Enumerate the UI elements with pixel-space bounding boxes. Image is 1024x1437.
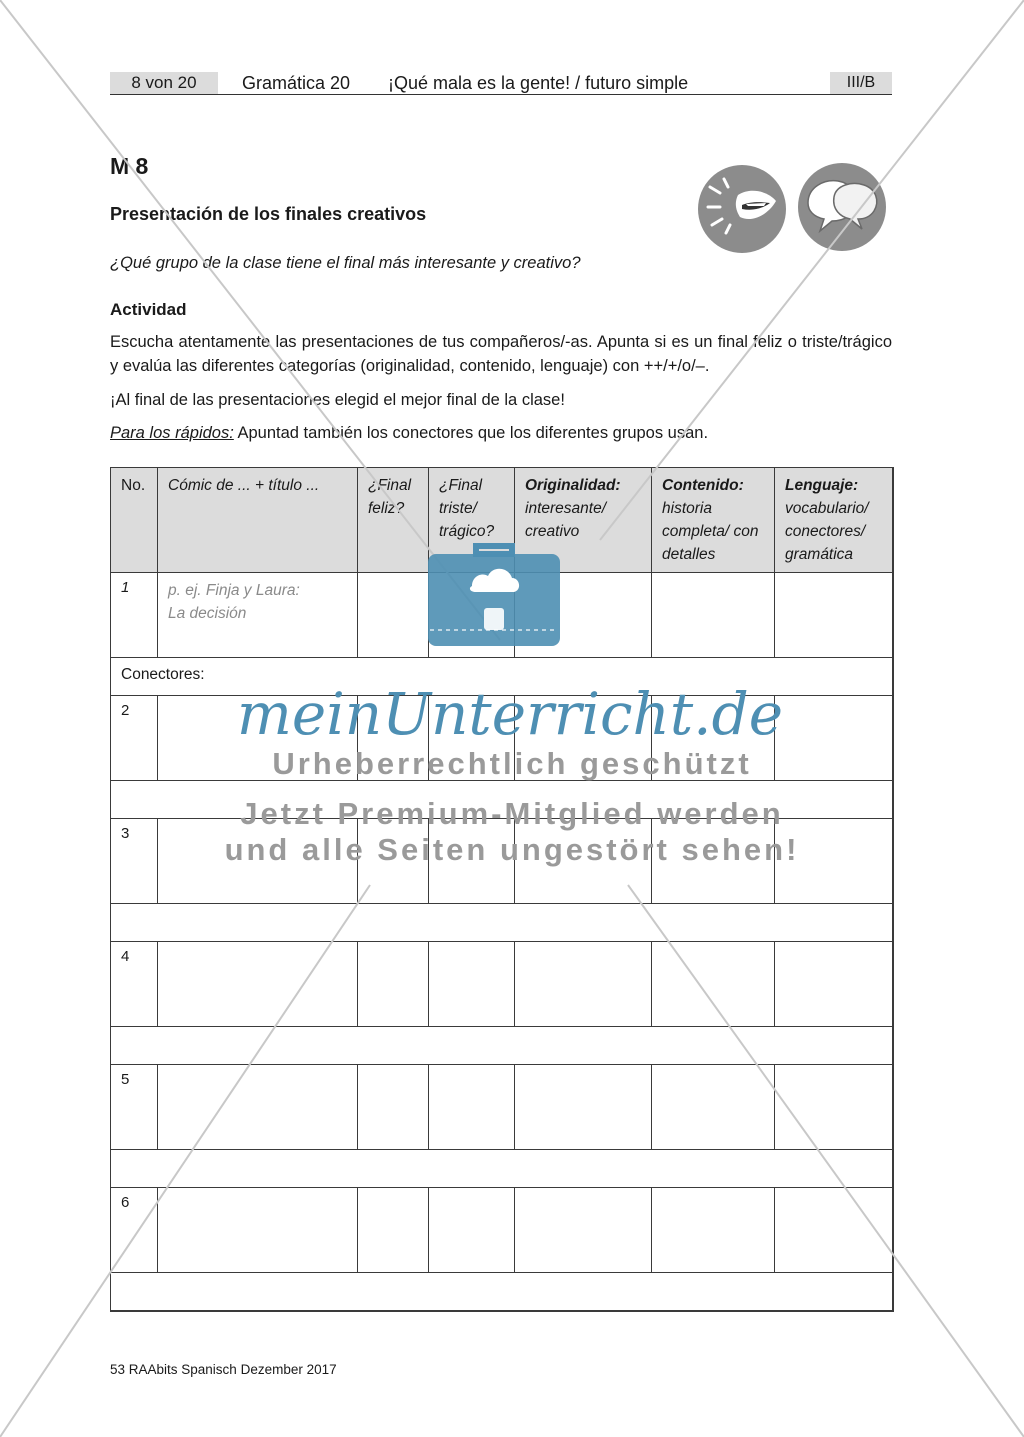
- watermark-premium-line1: Jetzt Premium-Mitglied werden: [240, 796, 784, 831]
- watermark-brand: meinUnterricht.de: [236, 680, 784, 748]
- header-content-label: Contenido:: [662, 477, 744, 494]
- table-cell[interactable]: [158, 942, 358, 1027]
- table-cell[interactable]: [158, 1188, 358, 1273]
- page-number: 8 von 20: [110, 72, 218, 94]
- connectors-row: [111, 1027, 893, 1065]
- table-cell[interactable]: [358, 1188, 429, 1273]
- table-cell[interactable]: [652, 1065, 775, 1150]
- table-cell[interactable]: [429, 942, 515, 1027]
- connectors-cell[interactable]: [111, 1273, 893, 1312]
- header-originality-desc: interesante/ creativo: [525, 500, 606, 540]
- example-line: p. ej. Finja y Laura:: [168, 582, 300, 599]
- activity-heading: Actividad: [110, 300, 187, 319]
- page-footer: 53 RAAbits Spanisch Dezember 2017: [110, 1362, 337, 1377]
- table-row: [111, 942, 893, 1027]
- row-number: 5: [111, 1065, 158, 1150]
- activity-election-note: ¡Al final de las presentaciones elegid el mejor final de la clase!: [110, 391, 565, 409]
- connectors-row: [111, 904, 893, 942]
- connectors-cell[interactable]: Conectores:: [111, 658, 893, 696]
- quick-task-label: Para los rápidos:: [110, 424, 234, 442]
- topic-title: ¡Qué mala es la gente! / futuro simple: [388, 73, 689, 93]
- header-language-desc: vocabulario/ conectores/ gramática: [785, 500, 869, 563]
- guiding-question: ¿Qué grupo de la clase tiene el final más interesante y creativo?: [110, 254, 581, 272]
- table-cell[interactable]: [158, 1065, 358, 1150]
- table-cell[interactable]: [358, 1065, 429, 1150]
- connectors-row: [111, 1273, 893, 1312]
- header-content: [652, 468, 775, 573]
- connectors-cell[interactable]: [111, 1150, 893, 1188]
- table-cell[interactable]: [515, 942, 652, 1027]
- header-language-label: Lenguaje:: [785, 477, 859, 494]
- section-title: Presentación de los finales creativos: [110, 204, 427, 224]
- mouth-speaking-icon: [698, 165, 786, 253]
- table-cell[interactable]: [358, 573, 429, 658]
- quick-task-note: [110, 421, 892, 445]
- row-number: 3: [111, 819, 158, 904]
- level-badge: III/B: [830, 72, 892, 94]
- connectors-row: [111, 1150, 893, 1188]
- table-row: [111, 1188, 893, 1273]
- connectors-cell[interactable]: [111, 1027, 893, 1065]
- table-cell[interactable]: [429, 1188, 515, 1273]
- table-cell[interactable]: [358, 942, 429, 1027]
- header-language: [775, 468, 893, 573]
- series-title: Gramática 20: [242, 73, 351, 93]
- material-label: M 8: [110, 153, 149, 179]
- table-cell[interactable]: [775, 1188, 893, 1273]
- table-cell[interactable]: [652, 942, 775, 1027]
- table-cell[interactable]: [429, 1065, 515, 1150]
- header-number: No.: [111, 468, 158, 573]
- header-content-desc: historia completa/ con detalles: [662, 500, 759, 563]
- row-number: 1: [111, 573, 158, 658]
- row-number: 4: [111, 942, 158, 1027]
- header-comic-title: Cómic de ... + título ...: [158, 468, 358, 573]
- speech-bubbles-icon: [798, 163, 886, 251]
- connectors-cell[interactable]: [111, 904, 893, 942]
- example-line: La decisión: [168, 605, 247, 622]
- watermark-premium-line2: und alle Seiten ungestört sehen!: [224, 832, 800, 867]
- activity-instructions: Escucha atentamente las presentaciones de tus compañeros/-as. Apunta si es un final feliz o triste/trágico y evalúa las diferentes categorías (originalidad, contenido, lenguaje) con ++/+/o/–.: [110, 333, 892, 375]
- table-cell[interactable]: [652, 1188, 775, 1273]
- watermark-copyright: Urheberrechtlich geschützt: [272, 746, 752, 781]
- example-entry: [158, 573, 358, 658]
- quick-task-text: Apuntad también los conectores que los diferentes grupos usan.: [233, 424, 709, 442]
- table-cell[interactable]: [652, 573, 775, 658]
- row-number: 6: [111, 1188, 158, 1273]
- briefcase-cloud-icon: [424, 538, 564, 650]
- table-cell[interactable]: [515, 1188, 652, 1273]
- table-cell[interactable]: [515, 1065, 652, 1150]
- page-header: [110, 72, 892, 95]
- row-number: 2: [111, 696, 158, 781]
- header-happy-ending: ¿Final feliz?: [358, 468, 429, 573]
- table-cell[interactable]: [775, 1065, 893, 1150]
- table-row: [111, 1065, 893, 1150]
- table-cell[interactable]: [775, 573, 893, 658]
- table-cell[interactable]: [775, 942, 893, 1027]
- header-originality-label: Originalidad:: [525, 477, 621, 494]
- header-sad-ending: ¿Final triste/ trágico?: [429, 468, 515, 573]
